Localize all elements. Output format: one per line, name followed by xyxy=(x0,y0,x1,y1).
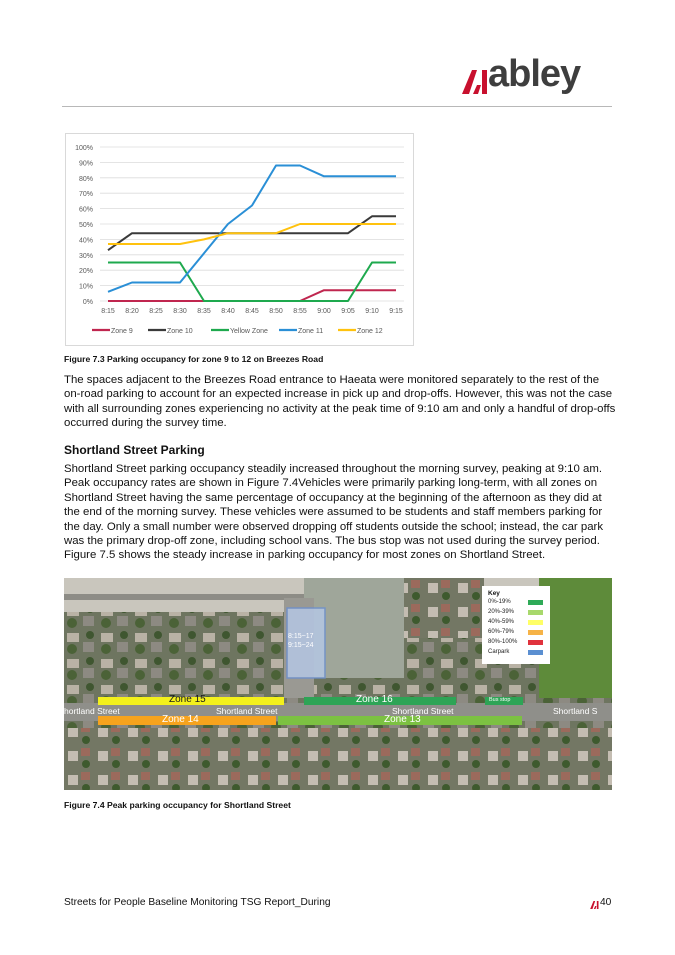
carpark-time-2: 9:15~24 xyxy=(288,642,314,649)
legend-entry: Zone 11 xyxy=(298,328,324,335)
y-tick-label: 90% xyxy=(78,160,93,168)
shortland-street-aerial-map xyxy=(64,578,612,790)
figure-7-3-caption: Figure 7.3 Parking occupancy for zone 9 to 12 on Breezes Road xyxy=(64,354,324,364)
map-key-label: 40%-59% xyxy=(488,619,515,625)
legend-entry: Zone 10 xyxy=(167,328,193,335)
x-tick-label: 8:20 xyxy=(125,308,139,315)
bus-stop-label: Bus stop xyxy=(489,697,511,703)
map-key-label: 80%-100% xyxy=(488,639,518,645)
y-tick-label: 70% xyxy=(78,191,93,199)
street-label-3: Shortland Street xyxy=(392,706,454,716)
map-key-label: 0%-19% xyxy=(488,599,511,605)
x-tick-label: 8:40 xyxy=(221,308,235,315)
map-key-swatch xyxy=(528,630,543,635)
street-label-2: Shortland Street xyxy=(216,706,278,716)
zone-15-label: Zone 15 xyxy=(169,694,206,705)
y-tick-label: 10% xyxy=(78,283,93,291)
abley-logo-wordmark: abley xyxy=(488,53,581,95)
map-key-label: Carpark xyxy=(488,649,510,655)
x-tick-label: 8:55 xyxy=(293,308,307,315)
map-key-swatch xyxy=(528,610,543,615)
section-heading-shortland-street: Shortland Street Parking xyxy=(64,443,205,457)
y-tick-label: 0% xyxy=(82,299,93,306)
y-tick-label: 80% xyxy=(78,175,93,183)
map-key-swatch xyxy=(528,600,543,605)
x-tick-label: 8:50 xyxy=(269,308,283,315)
map-key-title: Key xyxy=(488,590,500,597)
page-number: 40 xyxy=(600,897,612,908)
footer-report-title: Streets for People Baseline Monitoring TSG Report_During xyxy=(64,897,331,908)
legend-entry: Zone 12 xyxy=(357,328,383,335)
x-tick-label: 8:35 xyxy=(197,308,211,315)
abley-logo-mark-icon xyxy=(462,64,488,94)
x-tick-label: 8:45 xyxy=(245,308,259,315)
x-tick-label: 9:05 xyxy=(341,308,355,315)
figure-7-3-chart xyxy=(65,133,414,346)
x-tick-label: 8:15 xyxy=(101,308,115,315)
zone-16-label: Zone 16 xyxy=(356,694,393,705)
paragraph-breezes-road: The spaces adjacent to the Breezes Road entrance to Haeata were monitored separately to the rest of the on-road parking to account for an expected increase in pick up and drop-offs. However, this was not the case with all surrounding zones experiencing no activity at the peak time of 9:10 am and only a handful of drop-offs occurred during the survey time. xyxy=(64,374,616,430)
carpark-time-labels xyxy=(288,632,314,650)
occupancy-line-chart xyxy=(66,134,413,345)
y-tick-label: 40% xyxy=(78,237,93,245)
carpark-time-1: 8:15~17 xyxy=(288,633,314,640)
y-tick-label: 20% xyxy=(78,268,93,276)
abley-logo xyxy=(462,53,608,98)
map-key-label: 20%-39% xyxy=(488,609,515,615)
map-key-label: 60%-79% xyxy=(488,629,515,635)
map-key xyxy=(482,586,550,664)
x-tick-label: 9:15 xyxy=(389,308,403,315)
paragraph-shortland-street: Shortland Street parking occupancy steadily increased throughout the morning survey, peaking at 9:10 am. Peak occupancy rates are shown in Figure 7.4Vehicles were primarily parking long-term, with all zones on Shortland Street having the same percentage of occupancy at the beginning of the afternoon as they did at the end of the morning survey. These vehicles were assumed to be students and staff members parking for the day. Only a small number were observed dropping off students outside the school; instead, the car park was the primary drop-off zone, including school vans. The bus stop was not used during the survey period. Figure 7.5 shows the steady increase in parking occupancy for most zones on Shortland Street. xyxy=(64,463,604,562)
map-key-swatch xyxy=(528,640,543,645)
street-label-4: Shortland S xyxy=(553,706,598,716)
y-tick-label: 50% xyxy=(78,222,93,229)
y-tick-label: 100% xyxy=(75,145,93,152)
header-rule xyxy=(62,106,612,107)
y-tick-label: 60% xyxy=(78,206,93,214)
abley-footer-mark-icon xyxy=(590,899,599,909)
footer-page-number xyxy=(590,897,612,911)
x-tick-label: 8:30 xyxy=(173,308,187,315)
legend-entry: Zone 9 xyxy=(111,328,133,335)
zone-13-label: Zone 13 xyxy=(384,714,421,725)
map-key-swatch xyxy=(528,650,543,655)
figure-7-4-caption: Figure 7.4 Peak parking occupancy for Shortland Street xyxy=(64,800,291,810)
legend-entry: Yellow Zone xyxy=(230,328,268,335)
zone-14-label: Zone 14 xyxy=(162,714,199,725)
y-tick-label: 30% xyxy=(78,252,93,260)
x-tick-label: 8:25 xyxy=(149,308,163,315)
x-tick-label: 9:10 xyxy=(365,308,379,315)
street-label-1: hortland Street xyxy=(64,706,120,716)
x-tick-label: 9:00 xyxy=(317,308,331,315)
map-key-swatch xyxy=(528,620,543,625)
